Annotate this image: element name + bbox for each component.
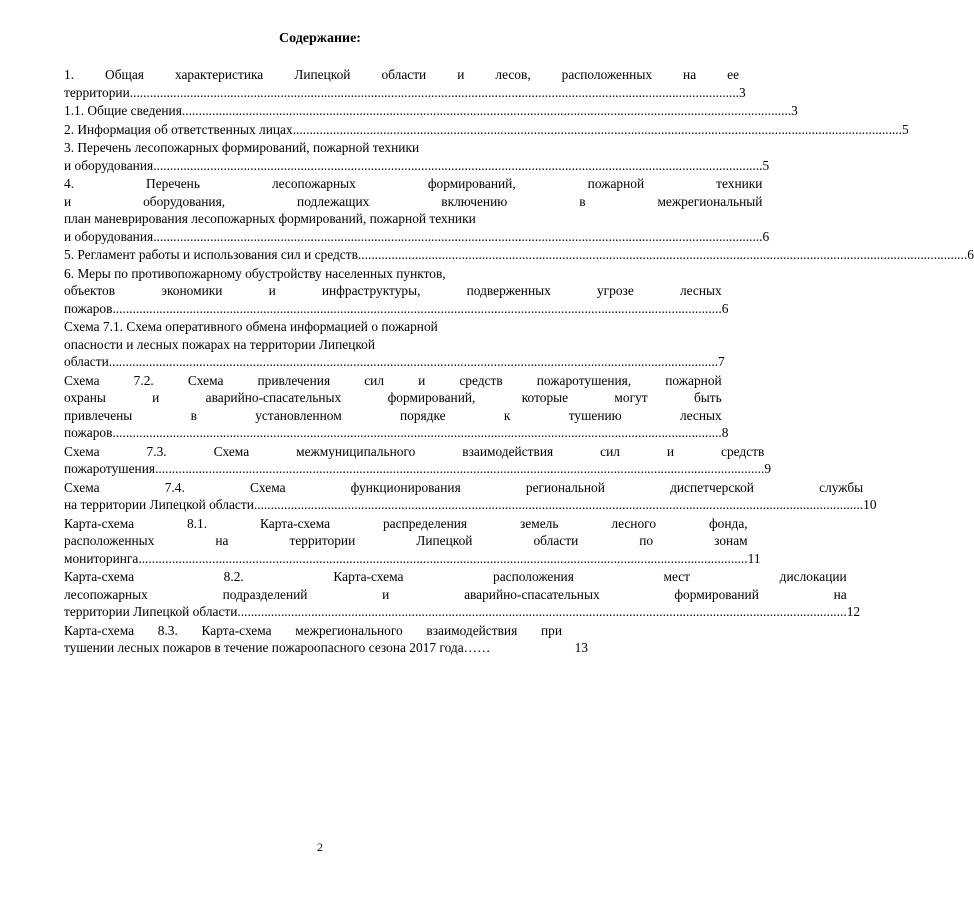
toc-entry-text: Схема 7.2. Схема привлечения сил и средств пожаротушения, пожарной xyxy=(64,372,722,388)
toc-entry-text: план маневрирования лесопожарных формирований, пожарной техники xyxy=(64,211,476,226)
toc-entry-13 xyxy=(64,568,861,621)
toc-page-number: 12 xyxy=(846,604,861,619)
toc-page-number: 9 xyxy=(764,461,772,476)
toc-entry-5 xyxy=(64,175,770,245)
toc-page-number: 11 xyxy=(747,550,761,566)
toc-entry-6 xyxy=(64,246,974,264)
toc-entry-text: 1.1. Общие сведения ..... xyxy=(64,102,791,120)
toc-entry-7 xyxy=(64,265,729,318)
toc-entry-8 xyxy=(64,318,725,371)
toc-page-number: 6 xyxy=(721,300,729,316)
toc-entry-text: охраны и аварийно-спасательных формирований, которые могут быть xyxy=(64,390,722,405)
toc-entry-text: 6. Меры по противопожарному обустройству населенных пунктов, xyxy=(64,265,446,281)
toc-entry-text: области ..... xyxy=(64,353,718,371)
toc-entry-4 xyxy=(64,139,770,174)
table-of-contents xyxy=(64,66,974,657)
toc-entry-11 xyxy=(64,479,877,514)
toc-entry-text: Схема 7.4. Схема функционирования региональной диспетчерской службы xyxy=(64,479,864,495)
toc-entry-text: Схема 7.3. Схема межмуниципального взаимодействия сил и средств xyxy=(64,443,765,459)
toc-entry-text: территории Липецкой области ..... xyxy=(64,603,847,621)
toc-page-number: 13 xyxy=(574,640,588,655)
toc-entry-text: лесопожарных подразделений и аварийно-спасательных формирований на xyxy=(64,586,847,602)
toc-entry-2 xyxy=(64,102,798,120)
toc-entry-text: на территории Липецкой области ..... xyxy=(64,496,863,514)
page-title: Содержание: xyxy=(279,31,361,46)
toc-entry-text: привлечены в установленном порядке к тушению лесных xyxy=(64,407,722,423)
toc-page-number: 3 xyxy=(791,103,798,118)
toc-entry-text: 5. Регламент работы и использования сил и средств ..... xyxy=(64,246,967,264)
toc-entry-text: тушении лесных пожаров в течение пожароопасного сезона 2017 года…… xyxy=(64,640,491,655)
toc-page-number: 8 xyxy=(721,425,729,440)
toc-entry-text: и оборудования ..... xyxy=(64,228,762,246)
toc-entry-text: 3. Перечень лесопожарных формирований, пожарной техники xyxy=(64,140,420,155)
toc-page-number: 5 xyxy=(762,157,770,173)
toc-entry-text: и оборудования, подлежащих включению в межрегиональный xyxy=(64,193,763,209)
toc-entry-text: пожаров ..... xyxy=(64,300,722,318)
toc-entry-text: объектов экономики и инфраструктуры, подверженных угрозе лесных xyxy=(64,283,722,298)
toc-entry-text: территории ..... xyxy=(64,84,739,102)
toc-entry-text: Карта-схема 8.3. Карта-схема межрегионального взаимодействия при xyxy=(64,622,562,638)
toc-entry-text: пожаров ..... xyxy=(64,424,722,442)
toc-entry-text: Схема 7.1. Схема оперативного обмена информацией о пожарной xyxy=(64,319,438,334)
toc-page-number: 6 xyxy=(762,228,770,244)
toc-entry-3 xyxy=(64,121,909,139)
page-number: 2 xyxy=(317,840,323,854)
toc-entry-text: 1. Общая характеристика Липецкой области и лесов, расположенных на ее xyxy=(64,67,740,82)
toc-entry-text: 4. Перечень лесопожарных формирований, пожарной техники xyxy=(64,176,763,191)
toc-entry-9 xyxy=(64,372,729,442)
toc-entry-10 xyxy=(64,443,772,478)
toc-entry-text: опасности и лесных пожарах на территории Липецкой xyxy=(64,336,376,352)
toc-entry-text: мониторинга ..... xyxy=(64,550,748,568)
toc-entry-1 xyxy=(64,66,746,101)
toc-entry-12 xyxy=(64,515,761,568)
toc-entry-text: Карта-схема 8.1. Карта-схема распределения земель лесного фонда, xyxy=(64,515,748,531)
toc-entry-text: пожаротушения ..... xyxy=(64,460,764,478)
toc-page-number: 7 xyxy=(718,354,725,369)
toc-page-number: 10 xyxy=(863,497,877,512)
toc-entry-14 xyxy=(64,622,588,657)
toc-page-number: 6 xyxy=(967,247,974,262)
toc-page-number: 5 xyxy=(901,121,909,137)
toc-page-number: 3 xyxy=(739,84,746,100)
toc-entry-text: и оборудования ..... xyxy=(64,157,762,175)
toc-entry-text: расположенных на территории Липецкой области по зонам xyxy=(64,533,748,548)
toc-entry-text: 2. Информация об ответственных лицах ..... xyxy=(64,121,902,139)
toc-entry-text: Карта-схема 8.2. Карта-схема расположения мест дислокации xyxy=(64,569,847,584)
